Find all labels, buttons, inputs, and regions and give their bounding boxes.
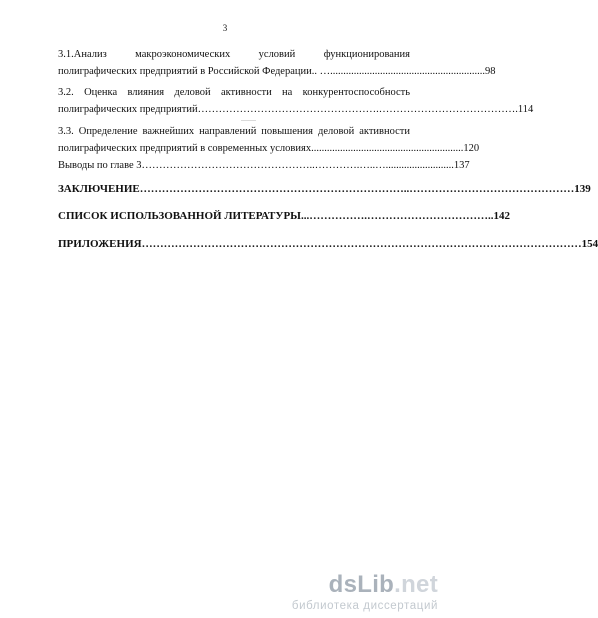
toc-entry-title-continued: полиграфических предприятий (58, 104, 198, 115)
dot-leader: …………………………………………..………….…..….......................... (141, 160, 454, 171)
dot-leader: ………………………………………………………………………………………………………… (141, 238, 582, 250)
toc-entry-bibliography (58, 210, 510, 222)
toc-page-number: 139 (574, 183, 591, 195)
toc-entry-title: ПРИЛОЖЕНИЯ (58, 238, 142, 250)
toc-entry-title: 3.3. Определение важнейших направлений повышения деловой активности (58, 126, 410, 137)
watermark-logo: dsLib.net (328, 571, 438, 598)
toc-entry-title: 3.2. Оценка влияния деловой активности на конкурентоспособность (58, 87, 410, 98)
dot-leader: ...…………….…………………………….. (300, 210, 494, 222)
dot-leader: …………………………………………….………………………………… (197, 104, 516, 115)
watermark (262, 572, 438, 612)
toc-page-number: 142 (493, 210, 510, 222)
toc-entry-title-continued: полиграфических предприятий в современных условиях (58, 143, 312, 154)
toc-entry-appendices (58, 238, 598, 250)
toc-entry-chapter-conclusions (58, 157, 470, 174)
table-of-contents (58, 46, 496, 80)
toc-page-number: 98 (484, 66, 496, 77)
scan-mark: ______ (241, 117, 256, 122)
toc-entry-title: 3.1.Анализ макроэкономических условий функционирования (58, 49, 410, 60)
toc-page-number: 137 (453, 160, 470, 171)
toc-entry-3-1 (58, 46, 496, 80)
toc-entry-title-continued: полиграфических предприятий в Российской Федерации.. …. (58, 66, 333, 77)
toc-entry-title: ЗАКЛЮЧЕНИЕ (58, 183, 140, 195)
toc-page-number: 120 (463, 143, 480, 154)
toc-page-number: 154 (581, 238, 598, 250)
toc-entry-3-2 (58, 84, 534, 118)
dot-leader: .......................................................... (332, 66, 485, 77)
page-number: 3 (222, 23, 228, 33)
dot-leader: ………………………………………………………………..……………………………………… (139, 183, 575, 195)
toc-entry-title: Выводы по главе 3 (58, 160, 142, 171)
watermark-subtitle: библиотека диссертаций (291, 600, 438, 612)
toc-entry-3-3 (58, 123, 480, 174)
toc-entry-title: СПИСОК ИСПОЛЬЗОВАННОЙ ЛИТЕРАТУРЫ (58, 210, 301, 222)
toc-entry-conclusion (58, 183, 591, 195)
toc-page-number: .114 (515, 104, 534, 115)
dot-leader: .......................................................... (311, 143, 464, 154)
